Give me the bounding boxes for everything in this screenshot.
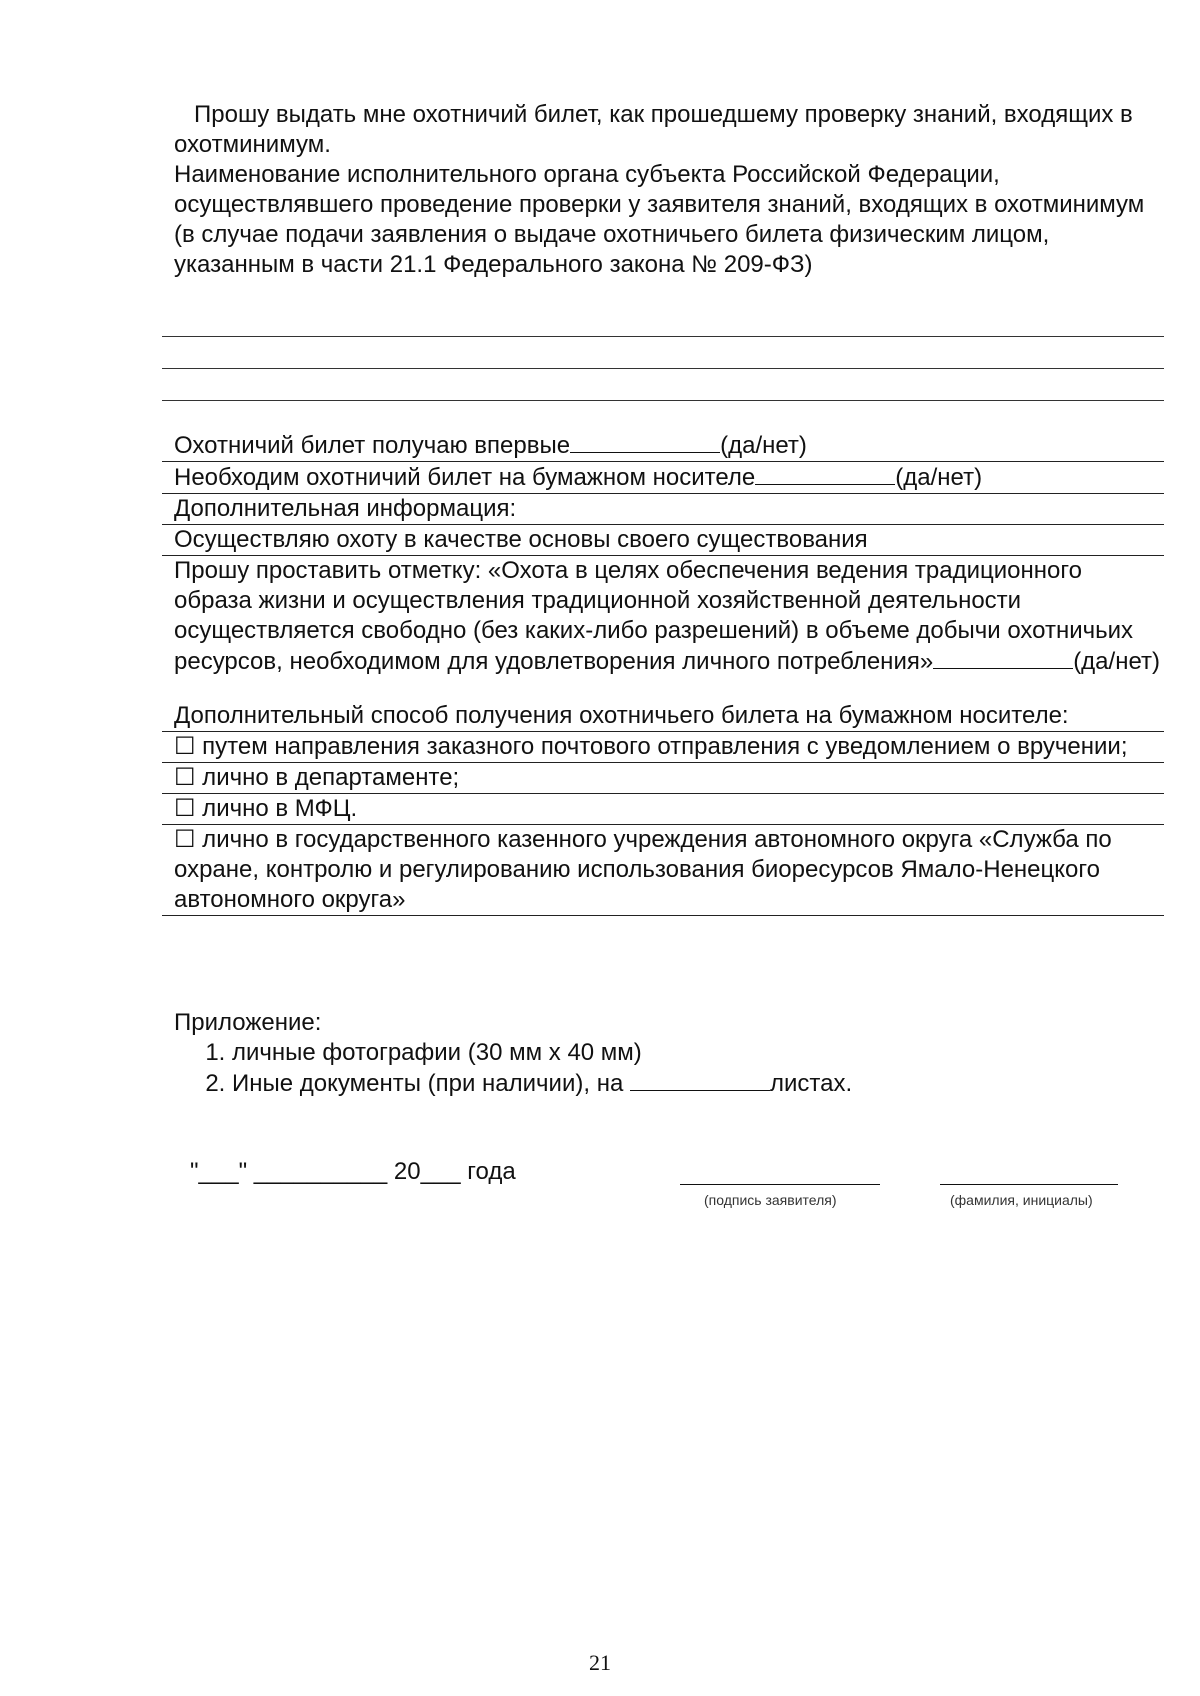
delivery-option-mail[interactable] bbox=[162, 732, 1164, 763]
date-field[interactable]: "___" __________ 20___ года bbox=[190, 1158, 516, 1185]
delivery-option-label: ☐ лично в государственного казенного учреждения автономного округа «Служба по охране, контролю и регулированию использования биоресурсов Ямало-Ненецкого автономного округа» bbox=[174, 826, 1112, 913]
delivery-option-agency[interactable] bbox=[162, 825, 1164, 916]
first-time-label: Охотничий билет получаю впервые bbox=[174, 432, 571, 459]
delivery-option-label: ☐ лично в департаменте; bbox=[174, 764, 460, 791]
signature-section bbox=[190, 1158, 1170, 1218]
delivery-option-label: ☐ путем направления заказного почтового отправления с уведомлением о вручении; bbox=[174, 733, 1128, 760]
intro-section bbox=[174, 100, 1164, 280]
delivery-option-label: ☐ лично в МФЦ. bbox=[174, 795, 358, 822]
name-line[interactable] bbox=[940, 1184, 1118, 1185]
delivery-heading-text: Дополнительный способ получения охотничьего билета на бумажном носителе: bbox=[174, 702, 1069, 729]
appendix-heading: Приложение: bbox=[174, 1009, 322, 1036]
mark-request-label: Прошу проставить отметку: «Охота в целях обеспечения ведения традиционного образа жизни и осуществления традиционной хозяйственной деятельности осуществляется свободно (без каких-либо разрешений) в объеме добычи охотничьих ресурсов, необходимом для удовлетворения личного потребления» bbox=[174, 557, 1134, 675]
authority-name-prompt: Наименование исполнительного органа субъекта Российской Федерации, осуществлявшего проведение проверки у заявителя знаний, входящих в охотминимум (в случае подачи заявления о выдаче охотничьего билета физическим лицом, указанным в части 21.1 Федерального закона № 209-ФЗ) bbox=[174, 161, 1145, 278]
paper-ticket-row bbox=[162, 462, 1164, 494]
delivery-option-mfc[interactable] bbox=[162, 794, 1164, 825]
additional-info-label: Дополнительная информация: bbox=[174, 495, 517, 522]
subsistence-label: Осуществляю охоту в качестве основы своего существования bbox=[174, 526, 868, 553]
name-caption: (фамилия, инициалы) bbox=[950, 1192, 1093, 1208]
paper-ticket-label: Необходим охотничий билет на бумажном носителе bbox=[174, 464, 756, 491]
blank-line[interactable] bbox=[162, 337, 1164, 369]
delivery-option-department[interactable] bbox=[162, 763, 1164, 794]
first-time-row bbox=[162, 430, 1164, 462]
paper-ticket-answer-field[interactable] bbox=[755, 462, 895, 485]
signature-line[interactable] bbox=[680, 1184, 880, 1185]
additional-info-row bbox=[162, 494, 1164, 525]
mark-request-answer-field[interactable] bbox=[933, 646, 1073, 669]
appendix-item: 2. Иные документы (при наличии), на листах. bbox=[232, 1068, 1164, 1099]
page-number: 21 bbox=[589, 1650, 611, 1675]
questions-section bbox=[162, 430, 1164, 916]
first-time-answer-field[interactable] bbox=[570, 430, 720, 453]
subsistence-row bbox=[162, 525, 1164, 556]
mark-request-row bbox=[162, 556, 1164, 677]
appendix-item: 1. личные фотографии (30 мм х 40 мм) bbox=[232, 1038, 1164, 1068]
appendix-list bbox=[174, 1038, 1164, 1099]
request-text: Прошу выдать мне охотничий билет, как прошедшему проверку знаний, входящих в охотминимум. bbox=[174, 101, 1133, 158]
blank-line[interactable] bbox=[162, 305, 1164, 337]
signature-caption: (подпись заявителя) bbox=[704, 1192, 837, 1208]
paper-ticket-suffix: (да/нет) bbox=[895, 464, 983, 491]
first-time-suffix: (да/нет) bbox=[720, 432, 807, 459]
appendix-section bbox=[174, 1008, 1164, 1099]
delivery-heading bbox=[162, 701, 1164, 732]
mark-request-suffix: (да/нет) bbox=[1073, 648, 1160, 675]
authority-name-field[interactable] bbox=[162, 305, 1164, 401]
sheet-count-field[interactable] bbox=[630, 1068, 770, 1091]
blank-line[interactable] bbox=[162, 369, 1164, 401]
